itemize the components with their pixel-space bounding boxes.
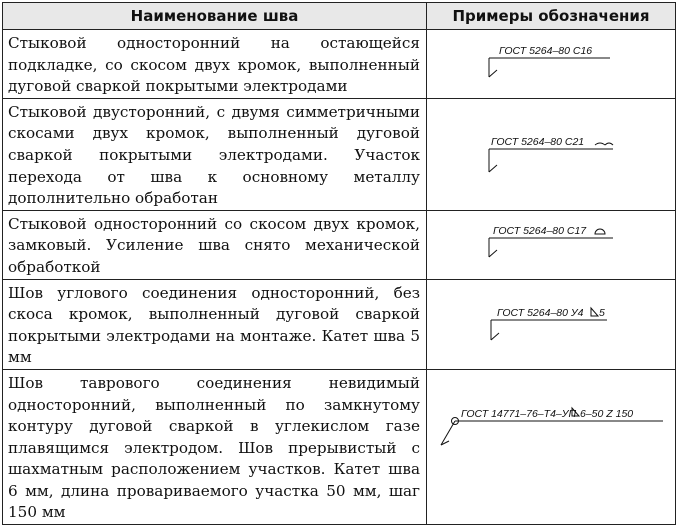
- weld-designation-table: [2, 2, 676, 525]
- designation-cell: [427, 98, 676, 210]
- designation-cell: [427, 210, 676, 279]
- row-description: Стыковой двусторонний, с двумя симметричными скосами двух кромок, выполненный дуговой сваркой покрытыми электродами. Участок перехода от шва к основному металлу дополнительно обработан: [3, 98, 427, 210]
- weld-symbol-leader: [427, 370, 676, 504]
- designation-label: ГОСТ 5264–80 У4: [497, 306, 584, 319]
- row-description: Шов углового соединения односторонний, без скоса кромок, выполненный дуговой сваркой покрытыми электродами на монтаже. Катет шва 5 мм: [3, 279, 427, 369]
- weld-symbol-leader: [427, 30, 676, 96]
- weld-params-label: 6–50 Z 150: [580, 407, 634, 420]
- weld-symbol-leader: [427, 211, 676, 271]
- weld-symbol-leader: [427, 99, 676, 209]
- designation-cell: [427, 30, 676, 99]
- machined-transition-icon: [605, 143, 613, 145]
- row-description: Стыковой односторонний со скосом двух кромок, замковый. Усиление шва снято механической обработкой: [3, 210, 427, 279]
- table-row: [3, 98, 676, 210]
- row-description: Шов таврового соединения невидимый односторонний, выполненный по замкнутому контуру дуговой сваркой в углекислом газе плавящимся электродом. Шов прерывистый с шахматным расположением участков. Катет шва 6 мм, длина провариваемого участка 50 мм, шаг 150 мм: [3, 369, 427, 524]
- weld-symbol-leader: [427, 280, 676, 366]
- leg-size-label: 5: [599, 306, 605, 319]
- designation-label: ГОСТ 5264–80 С21: [491, 135, 585, 148]
- header-weld-name: Наименование шва: [3, 3, 427, 30]
- designation-label: ГОСТ 5264–80 С17: [493, 224, 587, 237]
- table-row: [3, 210, 676, 279]
- table-header-row: [3, 3, 676, 30]
- designation-cell: [427, 279, 676, 369]
- designation-label: ГОСТ 5264–80 С16: [499, 45, 593, 57]
- table-row: [3, 30, 676, 99]
- table-row: [3, 279, 676, 369]
- reinforcement-removed-icon: [595, 229, 605, 234]
- header-examples: Примеры обозначения: [427, 3, 676, 30]
- designation-cell: [427, 369, 676, 524]
- row-description: Стыковой односторонний на остающейся подкладке, со скосом двух кромок, выполненный дуговой сваркой покрытыми электродами: [3, 30, 427, 99]
- machined-transition-icon: [595, 143, 605, 145]
- designation-label: ГОСТ 14771–76–Т4–УП: [461, 407, 577, 420]
- table-row: [3, 369, 676, 524]
- fillet-leg-triangle-icon: [591, 308, 598, 316]
